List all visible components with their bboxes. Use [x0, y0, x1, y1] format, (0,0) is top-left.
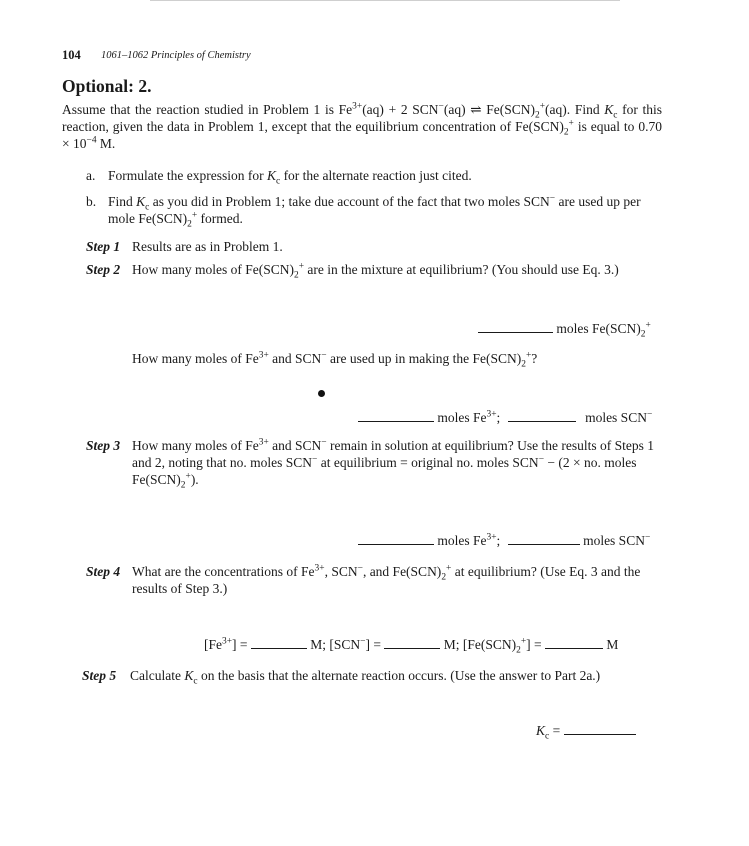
- fe-conc-label: $[Fe^{3+}]$ =: [204, 636, 248, 652]
- page-number: 104: [62, 48, 81, 62]
- fe-conc-blank[interactable]: [251, 636, 307, 649]
- scn-used-label: moles SCN−: [585, 409, 653, 425]
- step-2-answer-line: [478, 320, 651, 340]
- step-1-label: Step 1: [86, 239, 121, 254]
- part-b: [86, 193, 666, 229]
- fe-used-label: moles $Fe^{3+}$;: [437, 409, 501, 425]
- fe-used-blank[interactable]: [358, 409, 434, 422]
- step-2-label: Step 2: [86, 262, 121, 277]
- scn-used-blank[interactable]: [508, 409, 576, 422]
- part-a-text: Formulate the expression for $K_c$ for the alternate reaction just cited.: [108, 168, 472, 187]
- step-5-label: Step 5: [82, 668, 117, 683]
- step-2-used-line: [358, 409, 652, 426]
- step-4-concentrations-line: [204, 636, 619, 656]
- fescn-conc-label: M; $[Fe(SCN)_2^+]$ =: [443, 636, 542, 656]
- step-4-text: What are the concentrations of $Fe^{3+}$, SCN−, and $Fe(SCN)_2^+$ at equilibrium? (Use Eq. 3 and the results of Step 3.): [132, 563, 641, 596]
- part-a: [86, 167, 666, 187]
- scn-conc-label: M; [SCN−] =: [310, 636, 381, 652]
- step-4: [86, 563, 666, 599]
- intro-paragraph: Assume that the reaction studied in Problem 1 is $Fe^{3+}(aq) + 2$ SCN−(aq) ⇌ $Fe(SCN)_2^+(aq)$. Find $K_c$ for this reaction, given the data in Problem 1, except that the equilibrium concentration of $Fe(SCN)_2^+$ is equal to $0.70 \times 10^{-4}$ M.: [62, 101, 663, 151]
- step-5-text: Calculate $K_c$ on the basis that the alternate reaction occurs. (Use the answer to Part 2a.): [130, 668, 601, 687]
- scn-remain-blank[interactable]: [508, 532, 580, 545]
- step-3-remain-line: [358, 532, 650, 549]
- step-3-text: How many moles of $Fe^{3+}$ and SCN− remain in solution at equilibrium? Use the results of Steps 1 and 2, noting that no. moles SCN− at equilibrium = original no. moles SCN− − (2 × no. moles $Fe(SCN)_2^+$).: [132, 437, 654, 491]
- section-heading: Optional: 2.: [62, 76, 152, 96]
- equilibrium-arrow-icon: ⇌: [470, 102, 482, 117]
- top-rule: [150, 0, 620, 1]
- step-1: [86, 238, 666, 258]
- part-a-letter: a.: [86, 168, 96, 183]
- scn-remain-label: moles SCN−: [583, 532, 651, 548]
- step-2: [86, 261, 666, 281]
- fe-remain-blank[interactable]: [358, 532, 434, 545]
- step-1-text: Results are as in Problem 1.: [132, 239, 283, 254]
- step-3: [86, 437, 666, 493]
- fescn-conc-blank[interactable]: [545, 636, 603, 649]
- fe-remain-label: moles $Fe^{3+}$;: [437, 532, 501, 548]
- step-5: [82, 667, 672, 687]
- step-2-question: How many moles of $Fe^{3+}$ and SCN− are used up in making the $Fe(SCN)_2^+$?: [132, 350, 538, 370]
- step-2-text: How many moles of $Fe(SCN)_2^+$ are in the mixture at equilibrium? (You should use Eq. 3.): [132, 261, 619, 281]
- part-b-letter: b.: [86, 194, 97, 209]
- kc-answer-line: [536, 722, 636, 742]
- part-b-text: Find $K_c$ as you did in Problem 1; take due account of the fact that two moles SCN− are used up per mole $Fe(SCN)_2^+$ formed.: [108, 193, 641, 230]
- kc-answer-label: $K_c$ =: [536, 723, 561, 742]
- kc-answer-blank[interactable]: [564, 722, 636, 735]
- stray-dot: [318, 390, 325, 397]
- fescn-moles-blank[interactable]: [478, 320, 553, 333]
- molar-unit-label: M: [606, 637, 619, 652]
- fescn-moles-label: moles $Fe(SCN)_2^+$: [556, 320, 651, 340]
- step-3-label: Step 3: [86, 438, 121, 453]
- step-4-label: Step 4: [86, 564, 121, 579]
- book-title: 1061–1062 Principles of Chemistry: [101, 50, 251, 61]
- scn-conc-blank[interactable]: [384, 636, 440, 649]
